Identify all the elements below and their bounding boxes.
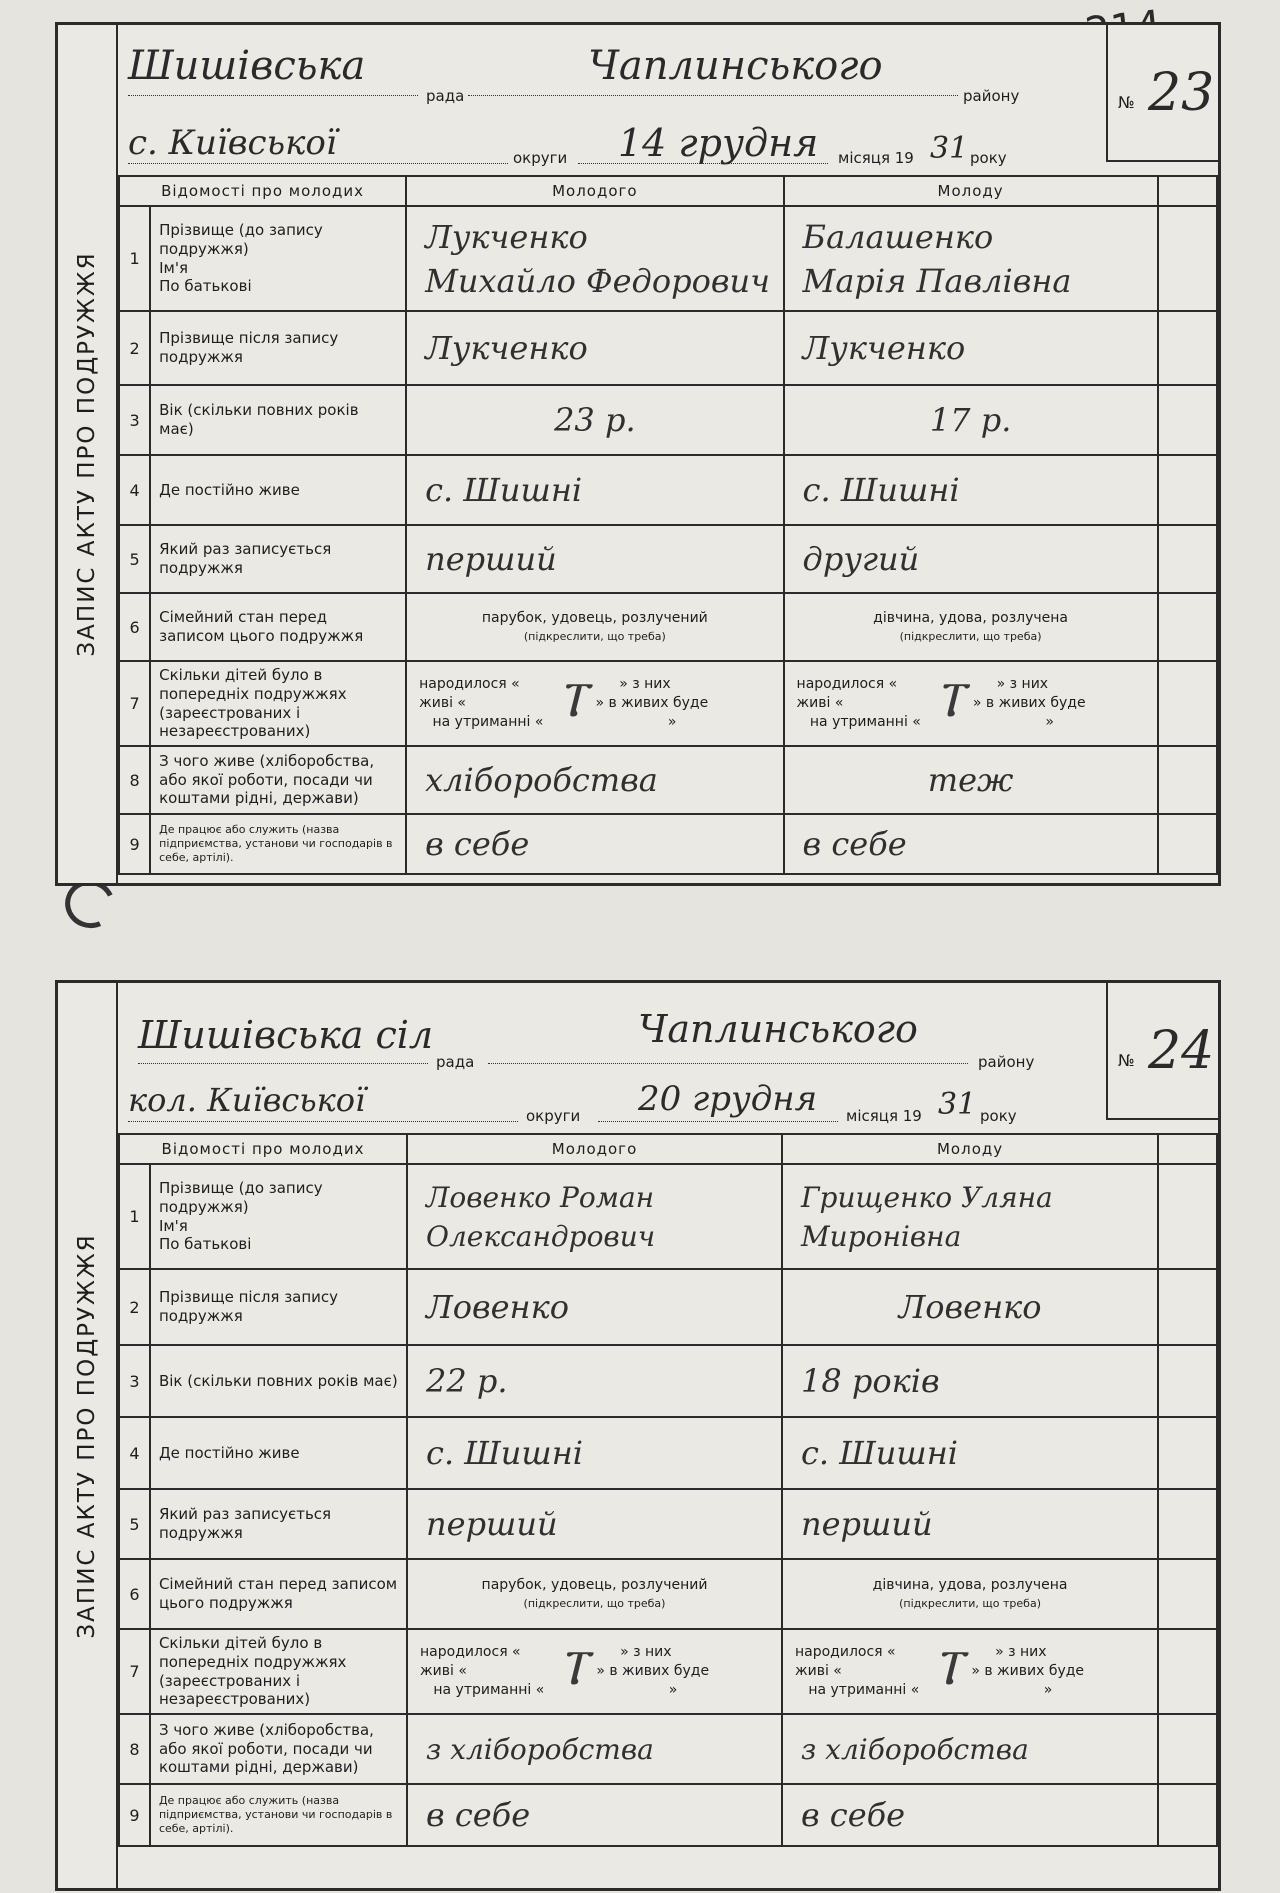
groom-age: 23 р. — [406, 385, 783, 455]
groom-children: народилося « » з них живі « » в живих буде на утриманні « » Ⲧ — [406, 661, 783, 746]
year-value: 31 — [938, 1087, 977, 1122]
groom-status-options: парубок, удовець, розлучений — [481, 1577, 708, 1594]
bride-name: Марія Павлівна — [802, 261, 1072, 300]
bride-surname: Грищенко Уляна — [800, 1180, 1053, 1214]
table-row: 6 Сімейний стан перед записом цього подружжя парубок, удовець, розлучений (підкреслити, що треба) дівчина, удова, розлучена (підкреслити, що треба) — [119, 593, 1217, 661]
rada-value: Шишівська сіл — [138, 1013, 434, 1057]
groom-name: Олександрович — [426, 1219, 656, 1253]
table-row: 5 Який раз записується подружжя перший другий — [119, 525, 1217, 593]
okrug-label: округи — [526, 1107, 581, 1125]
bride-surname-after: Лукченко — [784, 311, 1158, 385]
bride-livelihood: теж — [784, 746, 1158, 814]
groom-surname-after: Ловенко — [407, 1269, 782, 1345]
marriage-record-card — [55, 22, 1221, 886]
record-header — [118, 983, 1218, 1131]
groom-which-time: перший — [407, 1489, 782, 1559]
table-row: 2 Прізвище після запису подружжя Лукченко Лукченко — [119, 311, 1217, 385]
table-row: 3 Вік (скільки повних років має) 22 р. 18 років — [119, 1345, 1217, 1417]
table-row: 1 Прізвище (до запису подружжя) Ім'я По батькові Ловенко Роман Олександрович Грищенко Уляна Миронівна — [119, 1164, 1217, 1269]
raion-value: Чаплинського — [588, 43, 883, 89]
table-row: 5 Який раз записується подружжя перший перший — [119, 1489, 1217, 1559]
table-row: 7 Скільки дітей було в попередніх подружжях (зареєстрованих і незареєстрованих) народилося « » з них живі « » в живих буде на утриманні « » Ⲧ народилося « » з них живі « » в живих буде на утриманні « » Ⲧ — [119, 1629, 1217, 1714]
table-row: 4 Де постійно живе с. Шишні с. Шишні — [119, 455, 1217, 525]
table-row: 8 З чого живе (хліборобства, або якої роботи, посади чи коштами рідні, держави) з хліборобства з хліборобства — [119, 1714, 1217, 1784]
table-row: 6 Сімейний стан перед записом цього подружжя парубок, удовець, розлучений (підкреслити, що треба) дівчина, удова, розлучена (підкреслити, що треба) — [119, 1559, 1217, 1629]
bride-children: народилося « » з них живі « » в живих буде на утриманні « » Ⲧ — [784, 661, 1158, 746]
record-header — [118, 25, 1218, 173]
table-row: 9 Де працює або служить (назва підприємства, установи чи господарів в себе, артілі). в себе в себе — [119, 1784, 1217, 1846]
groom-residence: с. Шишні — [407, 1417, 782, 1489]
bride-surname-after: Ловенко — [782, 1269, 1158, 1345]
record-number-box: № 24 — [1106, 983, 1218, 1120]
table-row: 8 З чого живе (хліборобства, або якої роботи, посади чи коштами рідні, держави) хліборобства теж — [119, 746, 1217, 814]
bride-work: в себе — [782, 1784, 1158, 1846]
record-table — [118, 175, 1218, 875]
bride-livelihood: з хліборобства — [782, 1714, 1158, 1784]
okrug-value: кол. Київської — [128, 1081, 366, 1119]
bride-status-options: дівчина, удова, розлучена — [872, 1577, 1068, 1594]
bride-surname: Балашенко — [802, 217, 994, 256]
col-groom-header: Молодого — [407, 1134, 782, 1164]
groom-livelihood: з хліборобства — [407, 1714, 782, 1784]
side-title: ЗАПИС АКТУ ПРО ПОДРУЖЖЯ — [58, 983, 118, 1888]
table-row: 1 Прізвище (до запису подружжя) Ім'я По батькові Лукченко Михайло Федорович Балашенко Марія Павлівна — [119, 206, 1217, 311]
date-value: 20 грудня — [638, 1079, 818, 1119]
groom-work: в себе — [406, 814, 783, 874]
raion-value: Чаплинського — [638, 1007, 918, 1051]
bride-residence: с. Шишні — [782, 1417, 1158, 1489]
rada-label: рада — [426, 87, 465, 105]
rada-label: рада — [436, 1053, 475, 1071]
month-label: місяця 19 — [846, 1107, 922, 1125]
table-row: 7 Скільки дітей було в попередніх подружжях (зареєстрованих і незареєстрованих) народилося « » з них живі « » в живих буде на утриманні « » Ⲧ народилося « » з них живі « » в живих буде на утриманні « » Ⲧ — [119, 661, 1217, 746]
groom-surname-after: Лукченко — [406, 311, 783, 385]
record-number: 24 — [1148, 1021, 1215, 1081]
groom-which-time: перший — [406, 525, 783, 593]
bride-status-options: дівчина, удова, розлучена — [873, 610, 1068, 627]
groom-surname: Лукченко — [425, 217, 588, 256]
col-groom-header: Молодого — [406, 176, 783, 206]
groom-work: в себе — [407, 1784, 782, 1846]
groom-children: народилося « » з них живі « » в живих буде на утриманні « » Ⲧ — [407, 1629, 782, 1714]
bride-children: народилося « » з них живі « » в живих буде на утриманні « » Ⲧ — [782, 1629, 1158, 1714]
record-table — [118, 1133, 1218, 1847]
col-info-header: Відомості про молодих — [119, 176, 406, 206]
groom-age: 22 р. — [407, 1345, 782, 1417]
col-info-header: Відомості про молодих — [119, 1134, 407, 1164]
bride-which-time: перший — [782, 1489, 1158, 1559]
bride-name: Миронівна — [800, 1219, 962, 1253]
okrug-value: с. Київської — [128, 123, 337, 163]
table-row: 4 Де постійно живе с. Шишні с. Шишні — [119, 1417, 1217, 1489]
record-number-box: № 23 — [1106, 25, 1218, 162]
bride-age: 18 років — [782, 1345, 1158, 1417]
record-number: 23 — [1148, 63, 1215, 123]
groom-residence: с. Шишні — [406, 455, 783, 525]
side-title: ЗАПИС АКТУ ПРО ПОДРУЖЖЯ — [58, 25, 118, 883]
table-row: 2 Прізвище після запису подружжя Ловенко Ловенко — [119, 1269, 1217, 1345]
marriage-record-card — [55, 980, 1221, 1891]
month-label: місяця 19 — [838, 149, 914, 167]
year-label: року — [980, 1107, 1017, 1125]
bride-which-time: другий — [784, 525, 1158, 593]
col-bride-header: Молоду — [784, 176, 1158, 206]
table-row: 3 Вік (скільки повних років має) 23 р. 17 р. — [119, 385, 1217, 455]
bride-residence: с. Шишні — [784, 455, 1158, 525]
rada-value: Шишівська — [128, 43, 366, 89]
year-value: 31 — [930, 131, 969, 166]
raion-label: району — [963, 87, 1020, 105]
col-bride-header: Молоду — [782, 1134, 1158, 1164]
okrug-label: округи — [513, 149, 568, 167]
table-row: 9 Де працює або служить (назва підприємства, установи чи господарів в себе, артілі). в себе в себе — [119, 814, 1217, 874]
date-value: 14 грудня — [618, 121, 819, 165]
raion-label: району — [978, 1053, 1035, 1071]
groom-status-options: парубок, удовець, розлучений — [481, 610, 708, 627]
bride-work: в себе — [784, 814, 1158, 874]
year-label: року — [970, 149, 1007, 167]
groom-surname: Ловенко Роман — [426, 1180, 655, 1214]
groom-livelihood: хліборобства — [406, 746, 783, 814]
bride-age: 17 р. — [784, 385, 1158, 455]
groom-name: Михайло Федорович — [425, 261, 770, 300]
